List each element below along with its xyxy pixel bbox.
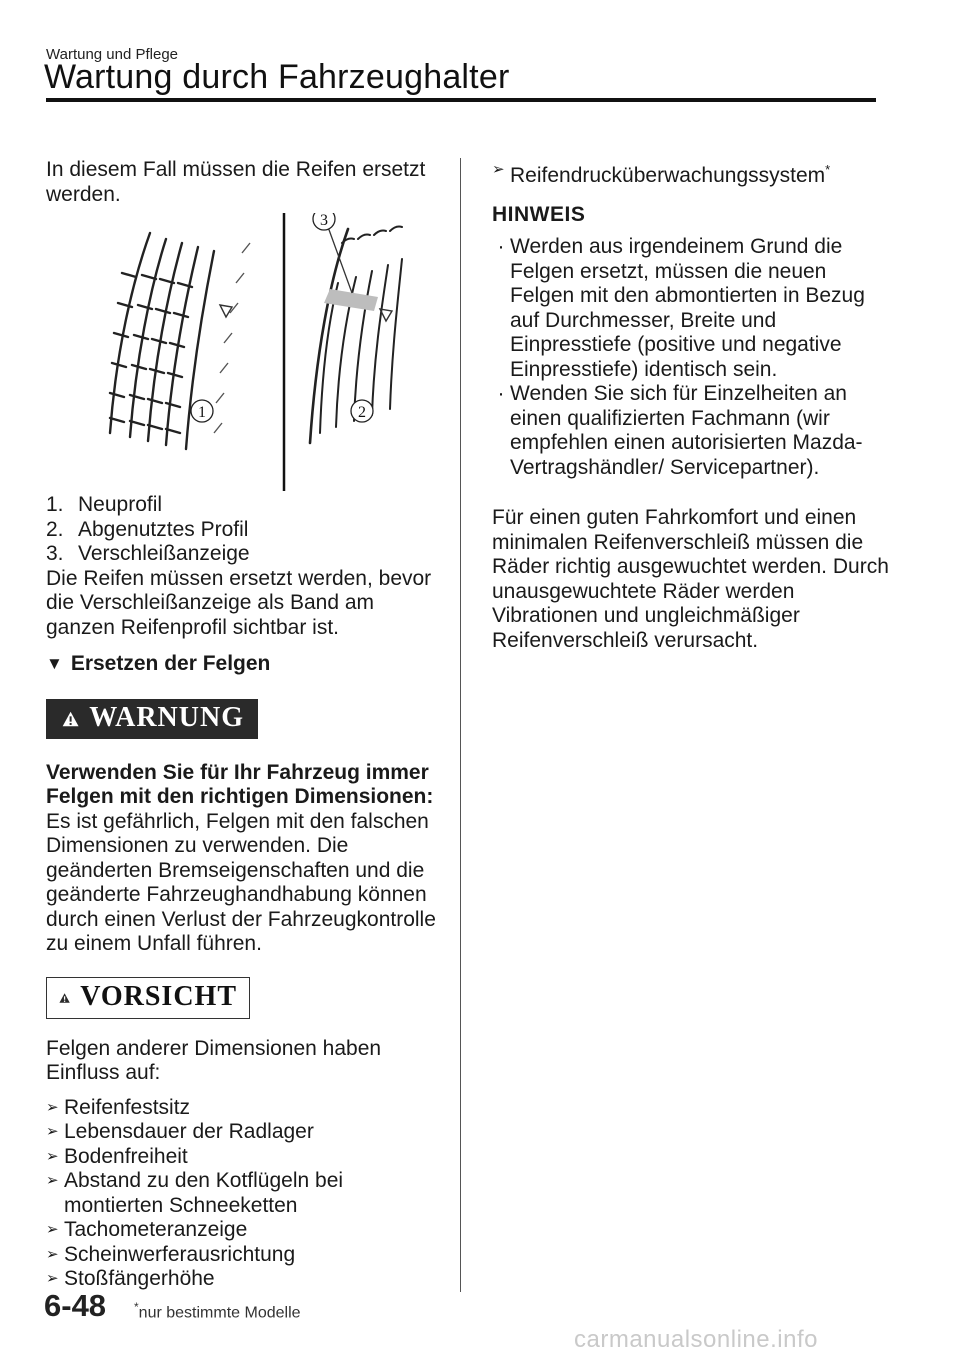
note-item (492, 382, 892, 480)
right-column (492, 158, 892, 653)
legend-text: Neuprofil (78, 493, 163, 516)
list-item (46, 1169, 442, 1218)
list-item (46, 1243, 442, 1268)
footnote (134, 1300, 301, 1322)
watermark: carmanualsonline.info (574, 1326, 818, 1353)
list-item (46, 1145, 442, 1170)
legend-item (46, 493, 442, 518)
column-divider (460, 158, 461, 1292)
arrow-bullet-icon: ➢ (46, 1172, 59, 1189)
tire-tread-illustration (102, 213, 432, 491)
note-item-text: Wenden Sie sich für Einzelheiten an einen qualifizierten Fachmann (wir empfehlen einen autorisierten Mazda-Vertragshändler/ Servicepartner). (510, 382, 863, 479)
footnote-marker: * (825, 162, 831, 177)
legend-number: 1. (46, 493, 64, 516)
note-item (492, 235, 892, 382)
subheading-text: Ersetzen der Felgen (70, 652, 271, 675)
list-item-text: Bodenfreiheit (64, 1144, 188, 1168)
legend-number: 2. (46, 517, 64, 541)
legend-item (46, 518, 442, 543)
caution-triangle-icon (59, 986, 70, 1010)
list-item-text: Scheinwerferausrichtung (64, 1242, 296, 1266)
note-heading: HINWEIS (492, 202, 586, 226)
callout-2 (351, 400, 373, 422)
warning-label: WARNUNG (89, 702, 244, 734)
tire-tread-figure (102, 213, 432, 491)
dot-bullet-icon: · (497, 382, 505, 405)
replacement-note: Die Reifen müssen ersetzt werden, bevor die Verschleißanzeige als Band am ganzen Reifenprofil sichtbar ist. (46, 566, 432, 639)
caution-banner (46, 977, 250, 1019)
dot-bullet-icon: · (497, 235, 505, 258)
figure-legend (46, 493, 442, 567)
callout-3 (313, 213, 335, 230)
list-item-text: Tachometeranzeige (64, 1218, 248, 1241)
arrow-bullet-icon: ➢ (46, 1123, 59, 1140)
callout-2-label: 2 (358, 404, 366, 421)
list-item (46, 1120, 442, 1145)
arrow-bullet-icon: ➢ (46, 1221, 59, 1238)
warning-bold-text: Verwenden Sie für Ihr Fahrzeug immer Felgen mit den richtigen Dimensionen: (46, 760, 434, 808)
legend-item (46, 542, 442, 567)
page-title: Wartung durch Fahrzeughalter (44, 58, 510, 96)
arrow-bullet-icon: ➢ (46, 1147, 59, 1165)
legend-number: 3. (46, 542, 64, 565)
list-item (492, 158, 892, 189)
intro-text: In diesem Fall müssen die Reifen ersetzt werden. (46, 158, 426, 206)
note-item-text: Werden aus irgendeinem Grund die Felgen ersetzt, müssen die neuen Felgen mit den abmontierten in Bezug auf Durchmesser, Breite und Einpresstiefe (positive und negative Einpresstiefe) identisch sein. (510, 235, 865, 381)
arrow-bullet-icon: ➢ (46, 1270, 59, 1287)
title-rule (46, 98, 876, 102)
list-item (46, 1218, 442, 1243)
list-item-text: Reifendrucküberwachungssystem (510, 164, 826, 187)
warning-triangle-icon (62, 707, 79, 731)
caution-list (46, 1096, 442, 1292)
footnote-text: nur bestimmte Modelle (138, 1304, 301, 1322)
list-item-text: Abstand zu den Kotflügeln bei montierten Schneeketten (64, 1169, 344, 1217)
page-number: 6-48 (44, 1288, 107, 1323)
footnote-mark: * (134, 1300, 139, 1314)
arrow-bullet-icon: ➢ (492, 161, 505, 178)
caution-label: VORSICHT (80, 981, 237, 1013)
list-item-text: Lebensdauer der Radlager (64, 1120, 314, 1143)
caution-text: Felgen anderer Dimensionen haben Einfluss auf: (46, 1036, 382, 1084)
callout-3-label: 3 (320, 213, 328, 229)
warning-banner (46, 699, 258, 739)
arrow-bullet-icon: ➢ (46, 1098, 59, 1116)
balancing-text: Für einen guten Fahrkomfort und einen minimalen Reifenverschleiß müssen die Räder richtig ausgewuchtet werden. Durch unausgewuchtete Räder werden Vibrationen und ungleichmäßiger Reifenverschleiß verursacht. (492, 506, 889, 652)
arrow-bullet-icon: ➢ (46, 1245, 59, 1263)
subheading-rims (46, 652, 442, 677)
triangle-down-icon: ▼ (46, 654, 63, 673)
warning-text: Es ist gefährlich, Felgen mit den falschen Dimensionen zu verwenden. Die geänderten Bremseigenschaften und die geänderte Fahrzeughandhabung können durch einen Verlust der Fahrzeugkontrolle zu einem Unfall führen. (46, 809, 436, 955)
left-column (46, 158, 442, 1292)
section-label: Wartung und Pflege (46, 46, 179, 63)
list-item-text: Reifenfestsitz (64, 1095, 191, 1119)
list-item-text: Stoßfängerhöhe (64, 1267, 215, 1290)
callout-1-label: 1 (198, 404, 206, 421)
legend-text: Abgenutztes Profil (78, 517, 249, 541)
legend-text: Verschleißanzeige (78, 542, 250, 565)
list-item (46, 1096, 442, 1121)
callout-1 (191, 400, 213, 422)
